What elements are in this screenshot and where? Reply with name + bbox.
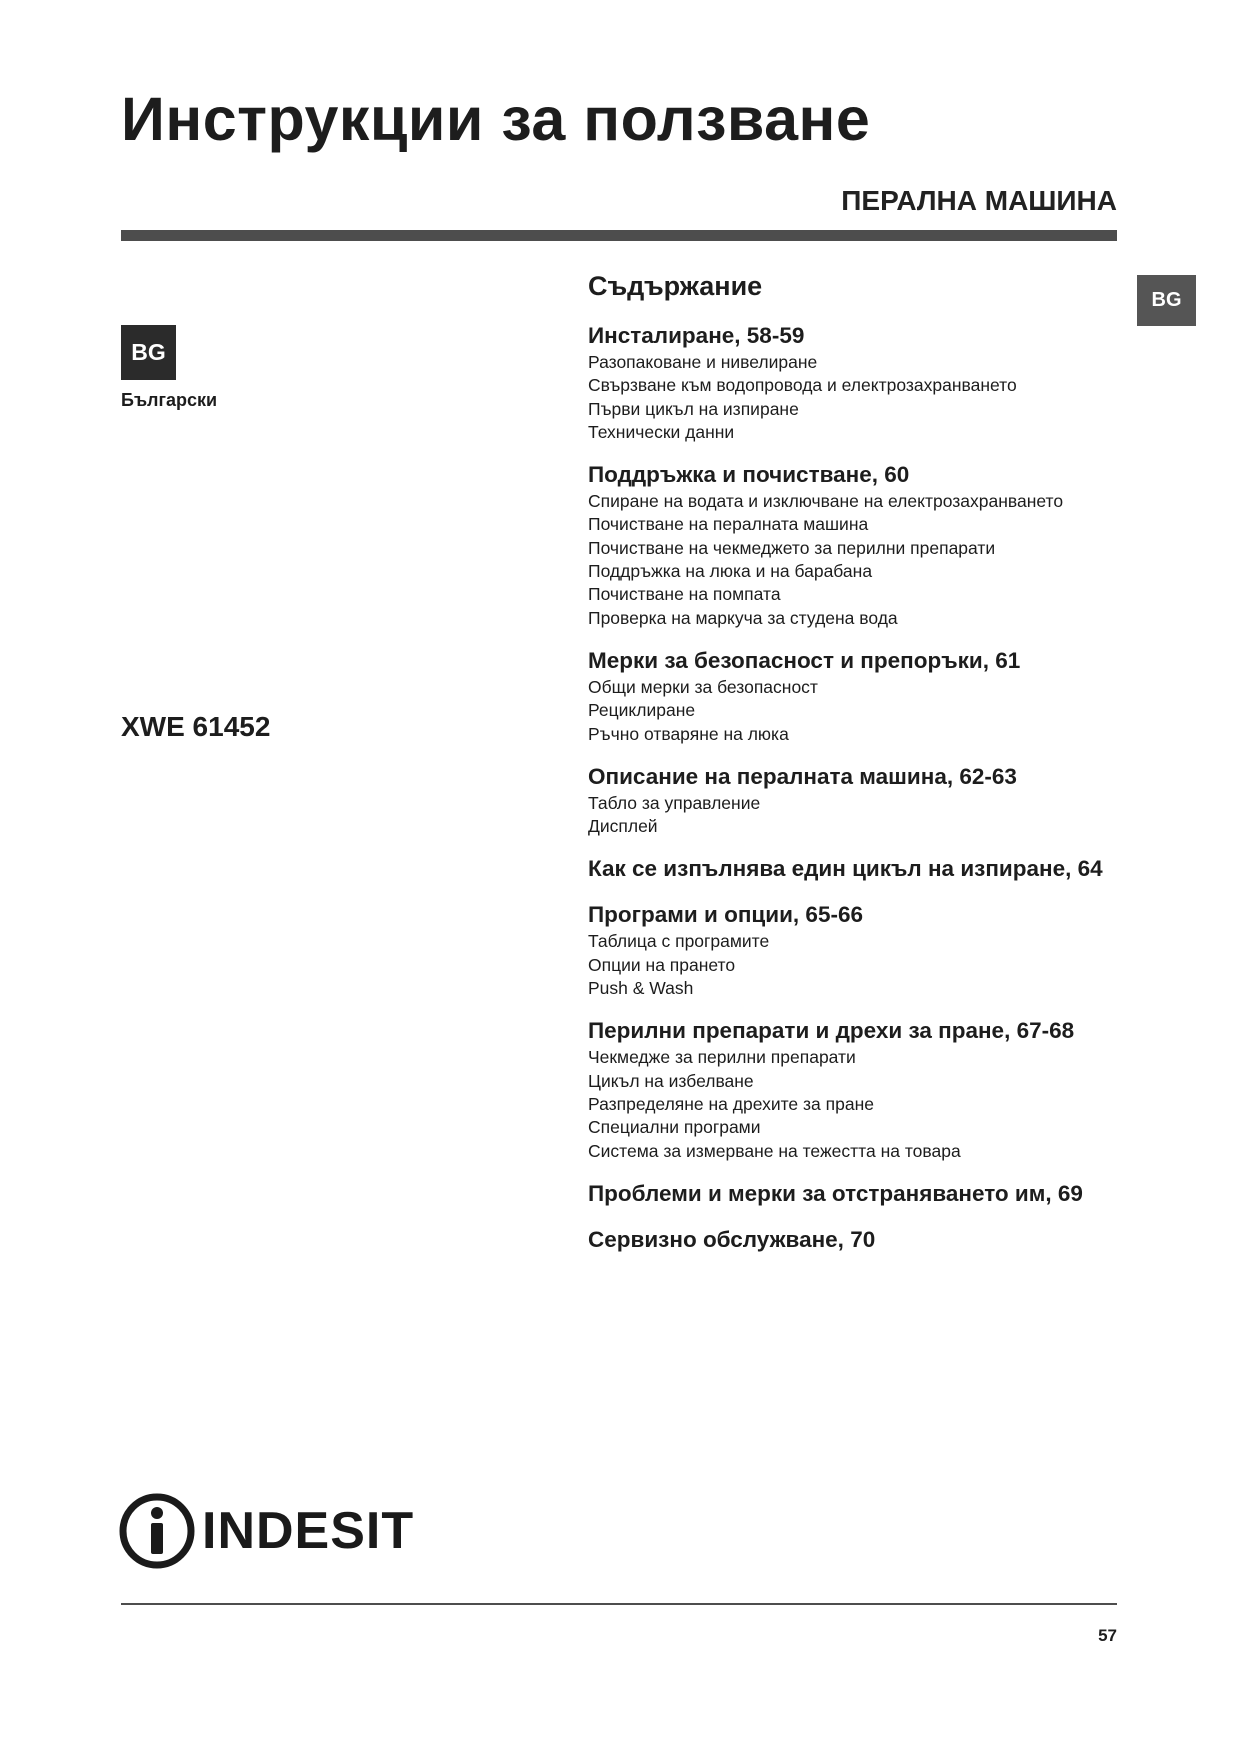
toc-item[interactable]: Система за измерване на тежестта на товара <box>588 1140 961 1161</box>
product-type-subtitle: ПЕРАЛНА МАШИНА <box>841 185 1117 216</box>
toc-item-list <box>588 1046 1148 1162</box>
toc-item-list <box>588 676 1148 746</box>
toc-section <box>588 1015 1148 1162</box>
toc-item[interactable]: Рециклиране <box>588 700 696 721</box>
toc-item[interactable]: Почистване на чекмеджето за перилни препарати <box>588 537 996 558</box>
toc-section-title[interactable]: Описание на пералната машина, 62-63 <box>588 763 1017 789</box>
toc-section-title[interactable]: Проблеми и мерки за отстраняването им, 69 <box>588 1180 1083 1206</box>
toc-item[interactable]: Свързване към водопровода и електрозахранването <box>588 375 1017 396</box>
toc-item[interactable]: Push & Wash <box>588 978 694 999</box>
toc-item[interactable]: Първи цикъл на изпиране <box>588 398 799 419</box>
toc-section <box>588 899 1148 1000</box>
toc-section-title[interactable]: Перилни препарати и дрехи за пране, 67-68 <box>588 1018 1075 1044</box>
toc-item[interactable]: Разпределяне на дрехите за пране <box>588 1093 874 1114</box>
toc-section-title[interactable]: Поддръжка и почистване, 60 <box>588 462 910 488</box>
toc-item[interactable]: Разопаковане и нивелиране <box>588 352 818 372</box>
toc-item[interactable]: Чекмедже за перилни препарати <box>588 1047 856 1068</box>
toc-item[interactable]: Почистване на помпата <box>588 584 781 605</box>
toc-item[interactable]: Поддръжка на люка и на барабана <box>588 561 873 582</box>
toc-section <box>588 1224 1148 1255</box>
toc-section <box>588 1178 1148 1209</box>
language-name: Български <box>121 390 218 410</box>
page-number: 57 <box>1098 1626 1117 1645</box>
language-tab[interactable]: BG <box>1137 275 1196 326</box>
toc-item[interactable]: Цикъл на избелване <box>588 1070 754 1091</box>
footer-divider <box>121 1603 1117 1605</box>
toc-item-list <box>588 490 1148 630</box>
toc-item[interactable]: Почистване на пералната машина <box>588 514 869 535</box>
toc-item-list <box>588 351 1148 444</box>
toc-item[interactable]: Специални програми <box>588 1117 761 1138</box>
indesit-circle-i-icon <box>118 1492 196 1570</box>
table-of-contents <box>588 268 1148 1270</box>
toc-item[interactable]: Опции на прането <box>588 954 736 975</box>
toc-section-title[interactable]: Как се изпълнява един цикъл на изпиране, 64 <box>588 856 1103 882</box>
toc-item[interactable]: Проверка на маркуча за студена вода <box>588 607 898 628</box>
toc-section-title[interactable]: Програми и опции, 65-66 <box>588 902 863 928</box>
toc-item-list <box>588 930 1148 1000</box>
toc-section <box>588 761 1148 839</box>
toc-section <box>588 645 1148 746</box>
model-number: XWE 61452 <box>121 711 271 742</box>
brand-wordmark: INDESIT <box>202 1502 415 1560</box>
toc-section-title[interactable]: Инсталиране, 58-59 <box>588 323 805 348</box>
toc-section-title[interactable]: Сервизно обслужване, 70 <box>588 1226 876 1252</box>
brand-logo <box>118 1493 414 1569</box>
toc-item[interactable]: Технически данни <box>588 421 735 442</box>
toc-heading: Съдържание <box>588 271 763 301</box>
header-divider <box>121 230 1117 241</box>
language-code-badge: BG <box>121 325 176 380</box>
toc-item-list <box>588 792 1148 839</box>
toc-section <box>588 459 1148 630</box>
page-title: Инструкции за ползване <box>121 85 871 153</box>
toc-item[interactable]: Ръчно отваряне на люка <box>588 723 789 744</box>
toc-section <box>588 320 1148 444</box>
toc-section-title[interactable]: Мерки за безопасност и препоръки, 61 <box>588 647 1021 673</box>
toc-item[interactable]: Таблица с програмите <box>588 931 770 952</box>
toc-section-list <box>588 320 1148 1255</box>
toc-item[interactable]: Спиране на водата и изключване на електрозахранването <box>588 491 1064 512</box>
toc-item[interactable]: Общи мерки за безопасност <box>588 676 818 697</box>
toc-item[interactable]: Дисплей <box>588 816 658 837</box>
toc-section <box>588 853 1148 884</box>
toc-item[interactable]: Табло за управление <box>588 792 761 813</box>
